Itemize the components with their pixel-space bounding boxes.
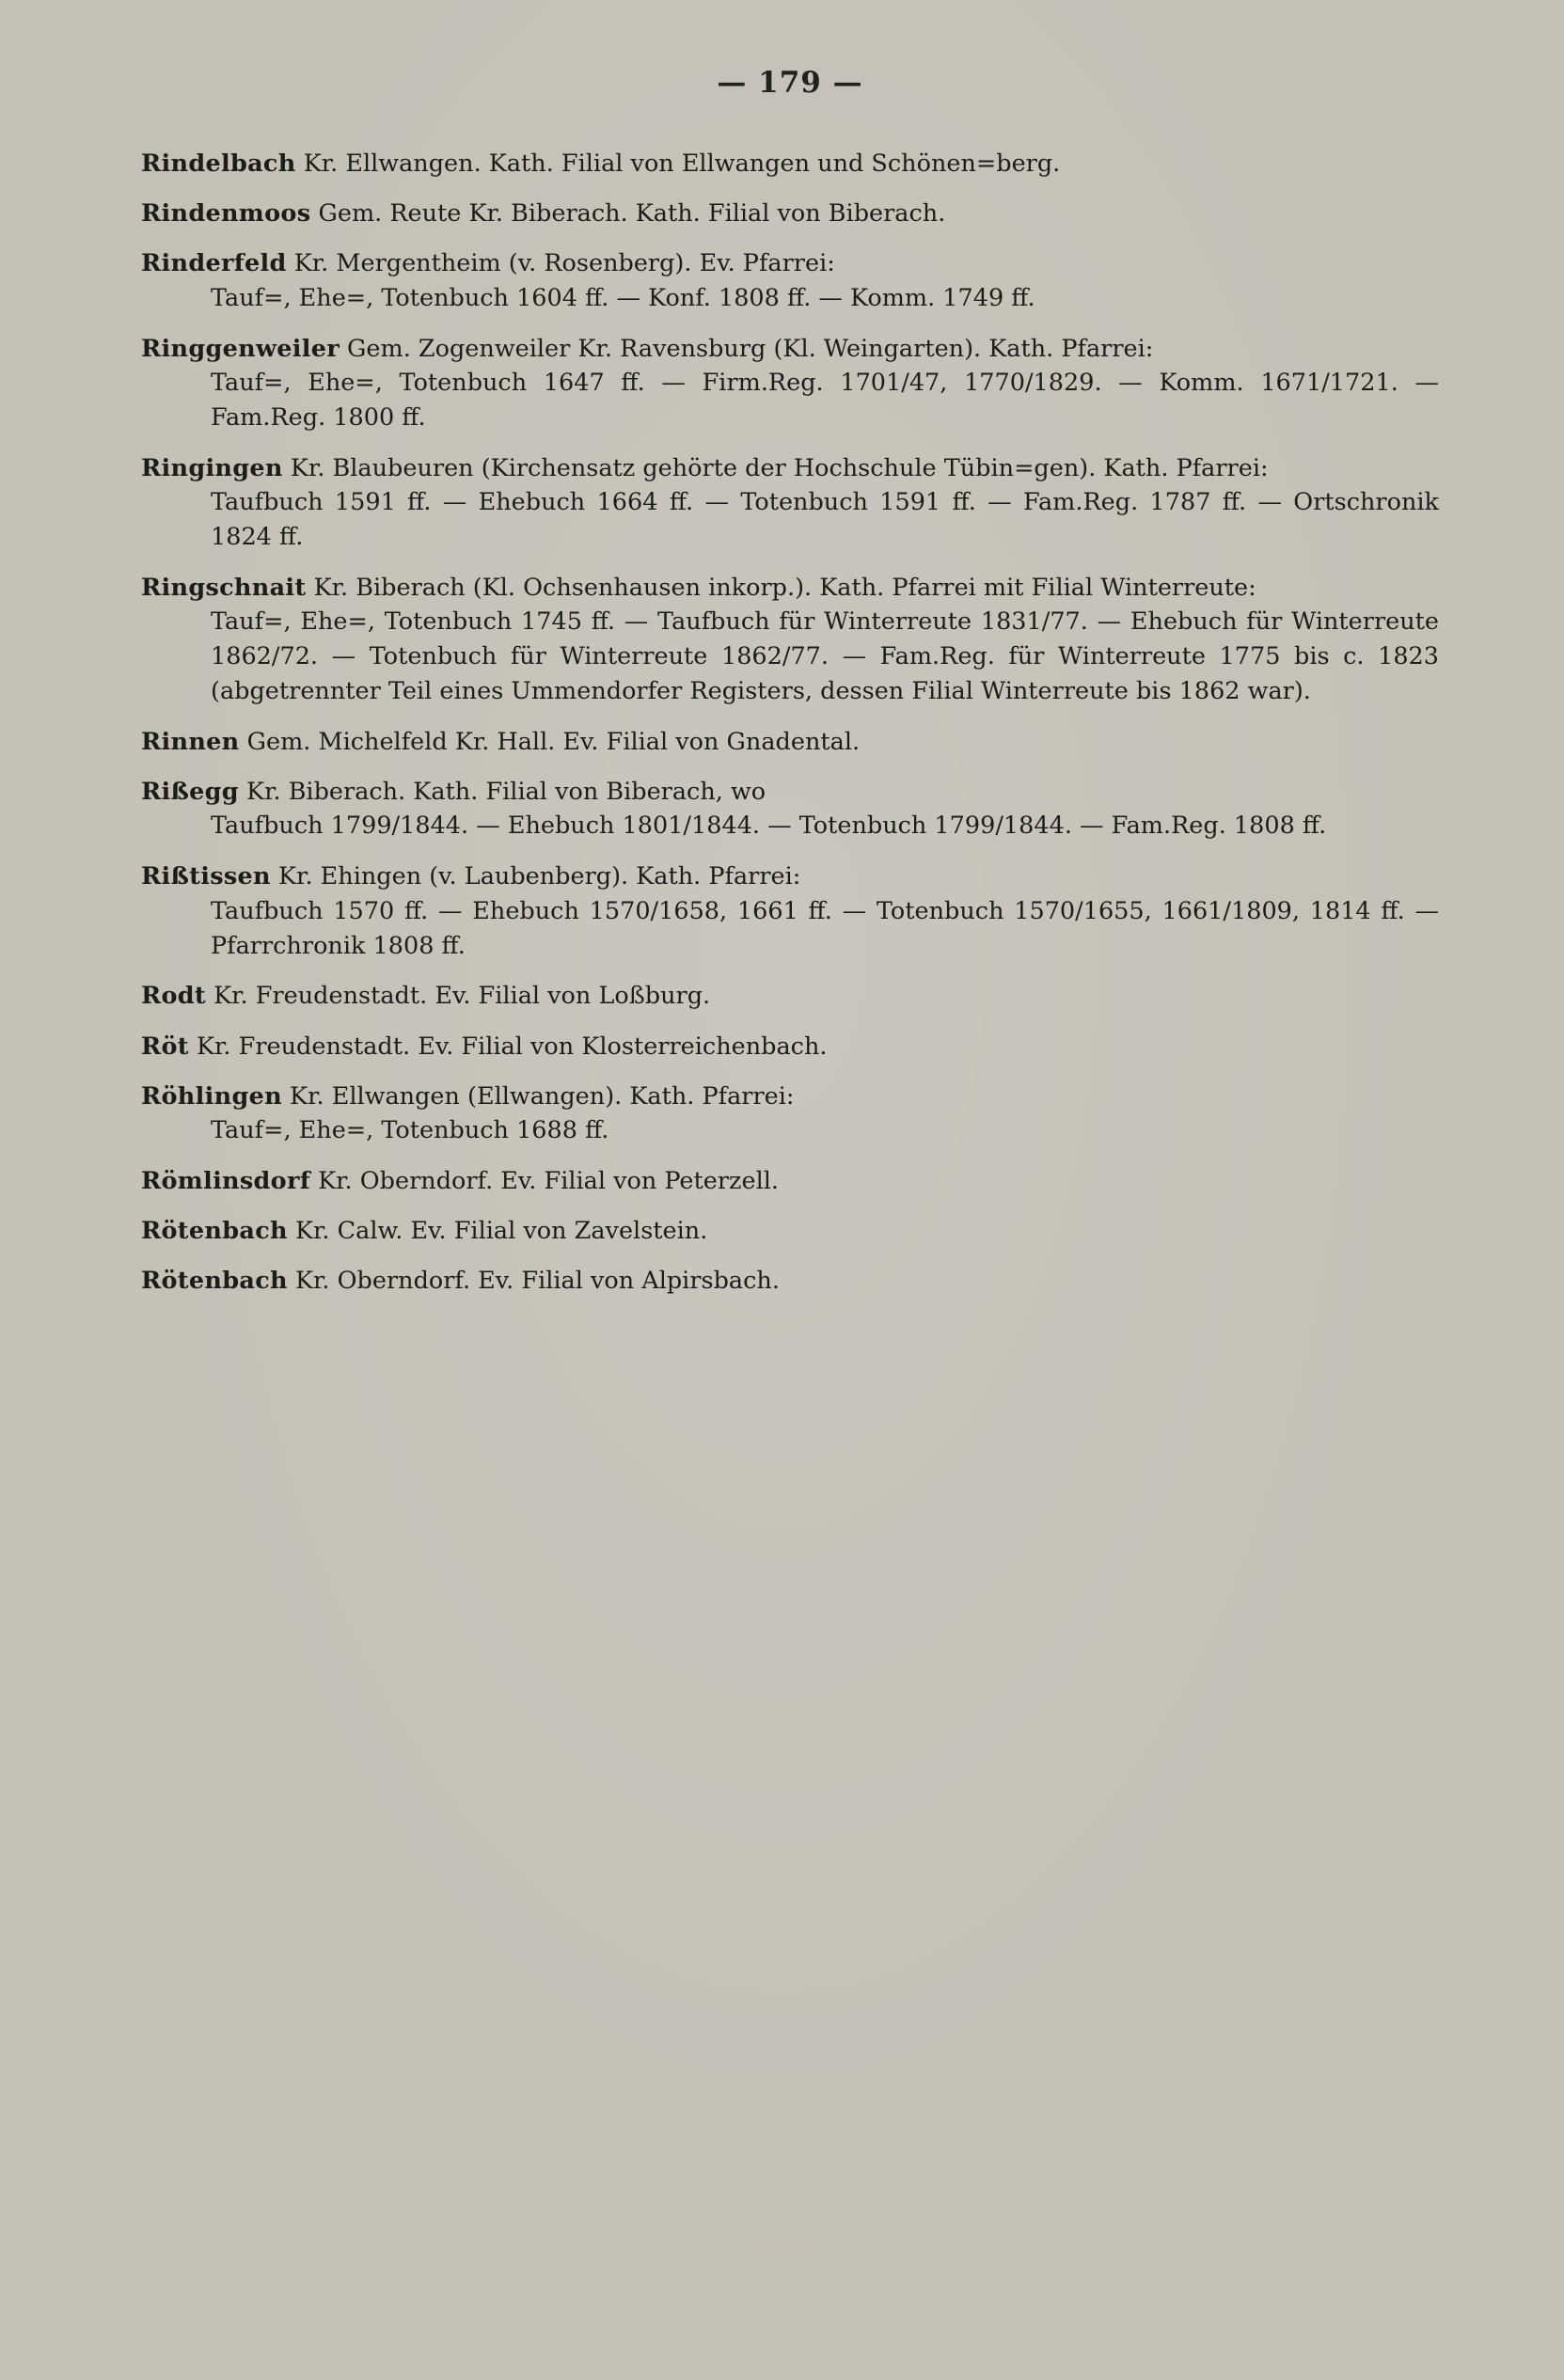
entry-heading: Rindenmoos Gem. Reute Kr. Biberach. Kath. Filial von Biberach. [141, 199, 946, 229]
dictionary-entry [141, 725, 1439, 759]
dictionary-entry [141, 571, 1439, 709]
dictionary-entry [141, 451, 1439, 555]
entry-records: Taufbuch 1570 ff. — Ehebuch 1570/1658, 1661 ff. — Totenbuch 1570/1655, 1661/1809, 1814 ff. — Pfarrchronik 1808 ff. [211, 896, 1439, 960]
entry-heading: Rodt Kr. Freudenstadt. Ev. Filial von Loßburg. [141, 982, 711, 1011]
entry-heading: Rißtissen Kr. Ehingen (v. Laubenberg). Kath. Pfarrei: [141, 862, 801, 891]
dictionary-entry [141, 147, 1439, 181]
entry-keyword: Rinnen [141, 727, 240, 756]
entry-keyword: Röhlingen [141, 1081, 282, 1111]
entry-keyword: Ringingen [141, 453, 283, 482]
entry-keyword: Rodt [141, 982, 207, 1011]
dictionary-entry [141, 1080, 1439, 1148]
dictionary-entry [141, 979, 1439, 1013]
entry-heading: Rötenbach Kr. Calw. Ev. Filial von Zavelstein. [141, 1217, 708, 1246]
entry-heading: Rindelbach Kr. Ellwangen. Kath. Filial von Ellwangen und Schönen=berg. [141, 150, 1061, 178]
entry-keyword: Rötenbach [141, 1267, 288, 1296]
page-number: — 179 — [717, 66, 863, 100]
entry-heading: Ringgenweiler Gem. Zogenweiler Kr. Ravensburg (Kl. Weingarten). Kath. Pfarrei: [141, 334, 1154, 363]
dictionary-entry [141, 1214, 1439, 1248]
entry-records: Tauf=, Ehe=, Totenbuch 1604 ff. — Konf. 1808 ff. — Komm. 1749 ff. [211, 283, 1035, 312]
entry-keyword: Rißegg [141, 778, 239, 807]
entry-list [141, 147, 1439, 1299]
entry-keyword: Römlinsdorf [141, 1167, 310, 1196]
dictionary-entry [141, 1164, 1439, 1198]
entry-heading: Rötenbach Kr. Oberndorf. Ev. Filial von Alpirsbach. [141, 1267, 780, 1296]
dictionary-entry [141, 1030, 1439, 1064]
dictionary-entry [141, 332, 1439, 435]
entry-records: Tauf=, Ehe=, Totenbuch 1688 ff. [211, 1116, 609, 1145]
entry-keyword: Ringgenweiler [141, 334, 340, 363]
dictionary-entry [141, 775, 1439, 843]
entry-keyword: Röt [141, 1032, 189, 1061]
dictionary-entry [141, 1264, 1439, 1298]
entry-keyword: Rindelbach [141, 150, 296, 178]
entry-heading: Rinderfeld Kr. Mergentheim (v. Rosenberg). Ev. Pfarrei: [141, 249, 835, 278]
dictionary-entry [141, 859, 1439, 963]
entry-records: Taufbuch 1799/1844. — Ehebuch 1801/1844. — Totenbuch 1799/1844. — Fam.Reg. 1808 ff. [211, 812, 1327, 841]
entry-heading: Ringingen Kr. Blaubeuren (Kirchensatz gehörte der Hochschule Tübin=gen). Kath. Pfarrei: [141, 453, 1269, 482]
entry-heading: Röhlingen Kr. Ellwangen (Ellwangen). Kath. Pfarrei: [141, 1081, 795, 1111]
dictionary-entry [141, 197, 1439, 230]
page-content [141, 66, 1439, 1315]
entry-records: Tauf=, Ehe=, Totenbuch 1745 ff. — Taufbuch für Winterreute 1831/77. — Ehebuch für Winterreute 1862/72. — Totenbuch für Winterreute 1862/77. — Fam.Reg. für Winterreute 1775 bis c. 1823 (abgetrennter Teil eines Ummendorfer Registers, dessen Filial Winterreute bis 1862 war). [211, 607, 1439, 705]
entry-heading: Rinnen Gem. Michelfeld Kr. Hall. Ev. Filial von Gnadental. [141, 727, 861, 756]
dictionary-entry [141, 246, 1439, 315]
entry-keyword: Ringschnait [141, 573, 307, 602]
entry-heading: Römlinsdorf Kr. Oberndorf. Ev. Filial von Peterzell. [141, 1167, 779, 1196]
entry-keyword: Rindenmoos [141, 199, 311, 229]
entry-heading: Rißegg Kr. Biberach. Kath. Filial von Biberach, wo [141, 778, 766, 807]
entry-records: Taufbuch 1591 ff. — Ehebuch 1664 ff. — Totenbuch 1591 ff. — Fam.Reg. 1787 ff. — Ortschronik 1824 ff. [211, 487, 1439, 551]
entry-records: Tauf=, Ehe=, Totenbuch 1647 ff. — Firm.Reg. 1701/47, 1770/1829. — Komm. 1671/1721. — Fam.Reg. 1800 ff. [211, 368, 1439, 432]
entry-heading: Röt Kr. Freudenstadt. Ev. Filial von Klosterreichenbach. [141, 1032, 828, 1061]
entry-keyword: Rinderfeld [141, 249, 287, 278]
entry-heading: Ringschnait Kr. Biberach (Kl. Ochsenhausen inkorp.). Kath. Pfarrei mit Filial Winterreute: [141, 573, 1256, 602]
entry-keyword: Rißtissen [141, 862, 271, 891]
entry-keyword: Rötenbach [141, 1217, 288, 1246]
